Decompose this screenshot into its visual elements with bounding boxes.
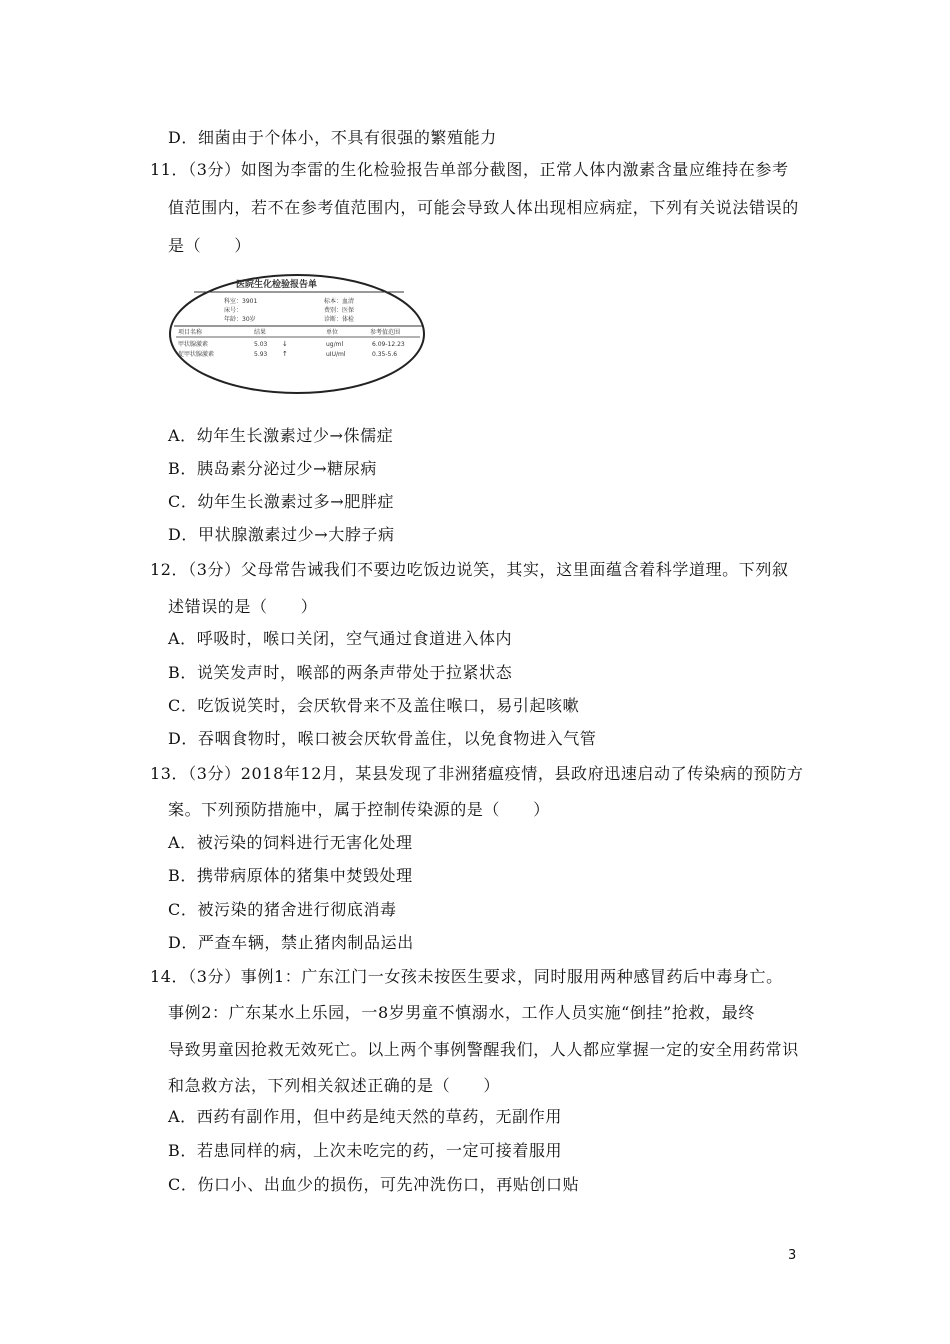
- report-row-1-range: 6.09-12.23: [372, 341, 405, 348]
- q12-stem-line-1: 12．（3分）父母常告诫我们不要边吃饭边说笑，其实，这里面蕴含着科学道理。下列叙: [150, 560, 789, 579]
- q13-option-b: B．携带病原体的猪集中焚毁处理: [168, 866, 413, 885]
- q14-option-b: B．若患同样的病，上次未吃完的药，一定可接着服用: [168, 1141, 563, 1160]
- report-col-range: 参考值范围: [370, 329, 401, 336]
- q14-stem-line-3: 导致男童因抢救无效死亡。以上两个事例警醒我们，人人都应掌握一定的安全用药常识: [168, 1040, 799, 1059]
- lab-report-figure: [166, 270, 430, 396]
- q14-option-c: C．伤口小、出血少的损伤，可先冲洗伤口，再贴创口贴: [168, 1175, 580, 1194]
- q12-option-a: A．呼吸时，喉口关闭，空气通过食道进入体内: [168, 629, 513, 648]
- report-row-1-result: 5.03: [254, 341, 268, 348]
- report-col-item: 项目名称: [178, 329, 203, 336]
- page-number: 3: [788, 1248, 797, 1263]
- q12-option-d: D．吞咽食物时，喉口被会厌软骨盖住，以免食物进入气管: [168, 729, 597, 748]
- report-row-2-range: 0.35-5.6: [372, 351, 398, 358]
- q11-option-b: B．胰岛素分泌过少→糖尿病: [168, 459, 377, 478]
- q14-stem-line-2: 事例2：广东某水上乐园，一8岁男童不慎溺水，工作人员实施“倒挂”抢救，最终: [168, 1003, 755, 1022]
- q14-stem-line-1: 14．（3分）事例1：广东江门一女孩未按医生要求，同时服用两种感冒药后中毒身亡。: [150, 967, 783, 986]
- report-dept: 科室：3901: [224, 298, 258, 305]
- q11-option-a: A．幼年生长激素过少→侏儒症: [168, 426, 394, 445]
- q11-stem-line-3: 是（ ）: [168, 236, 252, 255]
- q11-stem-line-1: 11．（3分）如图为李雷的生化检验报告单部分截图，正常人体内激素含量应维持在参考: [150, 160, 789, 179]
- report-row-1-flag: ↓: [282, 340, 288, 348]
- report-row-2-item: 促甲状腺激素: [178, 351, 215, 358]
- report-row-2-result: 5.93: [254, 351, 268, 358]
- report-fee: 费别：医保: [324, 307, 355, 314]
- report-row-2-flag: ↑: [282, 350, 288, 358]
- q12-stem-line-2: 述错误的是（ ）: [168, 597, 318, 616]
- q11-option-c: C．幼年生长激素过多→肥胖症: [168, 492, 395, 511]
- report-row-2-unit: uIU/ml: [326, 351, 346, 358]
- report-age: 年龄：30岁: [224, 316, 256, 323]
- q13-option-c: C．被污染的猪舍进行彻底消毒: [168, 900, 397, 919]
- q13-option-d: D．严查车辆，禁止猪肉制品运出: [168, 933, 414, 952]
- q11-stem-line-2: 值范围内，若不在参考值范围内，可能会导致人体出现相应病症，下列有关说法错误的: [168, 198, 799, 217]
- q12-option-b: B．说笑发声时，喉部的两条声带处于拉紧状态: [168, 663, 513, 682]
- q14-option-a: A．西药有副作用，但中药是纯天然的草药，无副作用: [168, 1107, 562, 1126]
- report-row-1-item: 甲状腺激素: [178, 341, 209, 348]
- q13-stem-line-2: 案。下列预防措施中，属于控制传染源的是（ ）: [168, 800, 550, 819]
- q11-option-d: D．甲状腺激素过少→大脖子病: [168, 525, 395, 544]
- report-col-unit: 单位: [326, 329, 339, 336]
- report-row-1-unit: ug/ml: [326, 341, 344, 348]
- report-title: 医院生化检验报告单: [236, 280, 318, 290]
- report-col-result: 结果: [254, 329, 267, 336]
- q10-option-d: D．细菌由于个体小，不具有很强的繁殖能力: [168, 128, 497, 147]
- q12-option-c: C．吃饭说笑时，会厌软骨来不及盖住喉口，易引起咳嗽: [168, 696, 580, 715]
- q14-stem-line-4: 和急救方法，下列相关叙述正确的是（ ）: [168, 1076, 501, 1095]
- report-sample: 标本：血清: [324, 298, 355, 305]
- lab-report-svg: [166, 270, 430, 396]
- q13-option-a: A．被污染的饲料进行无害化处理: [168, 833, 413, 852]
- q13-stem-line-1: 13．（3分）2018年12月，某县发现了非洲猪瘟疫情，县政府迅速启动了传染病的预防方: [150, 764, 804, 783]
- report-bed-number: 床号：: [224, 307, 243, 314]
- report-diagnosis: 诊断：体检: [324, 316, 355, 323]
